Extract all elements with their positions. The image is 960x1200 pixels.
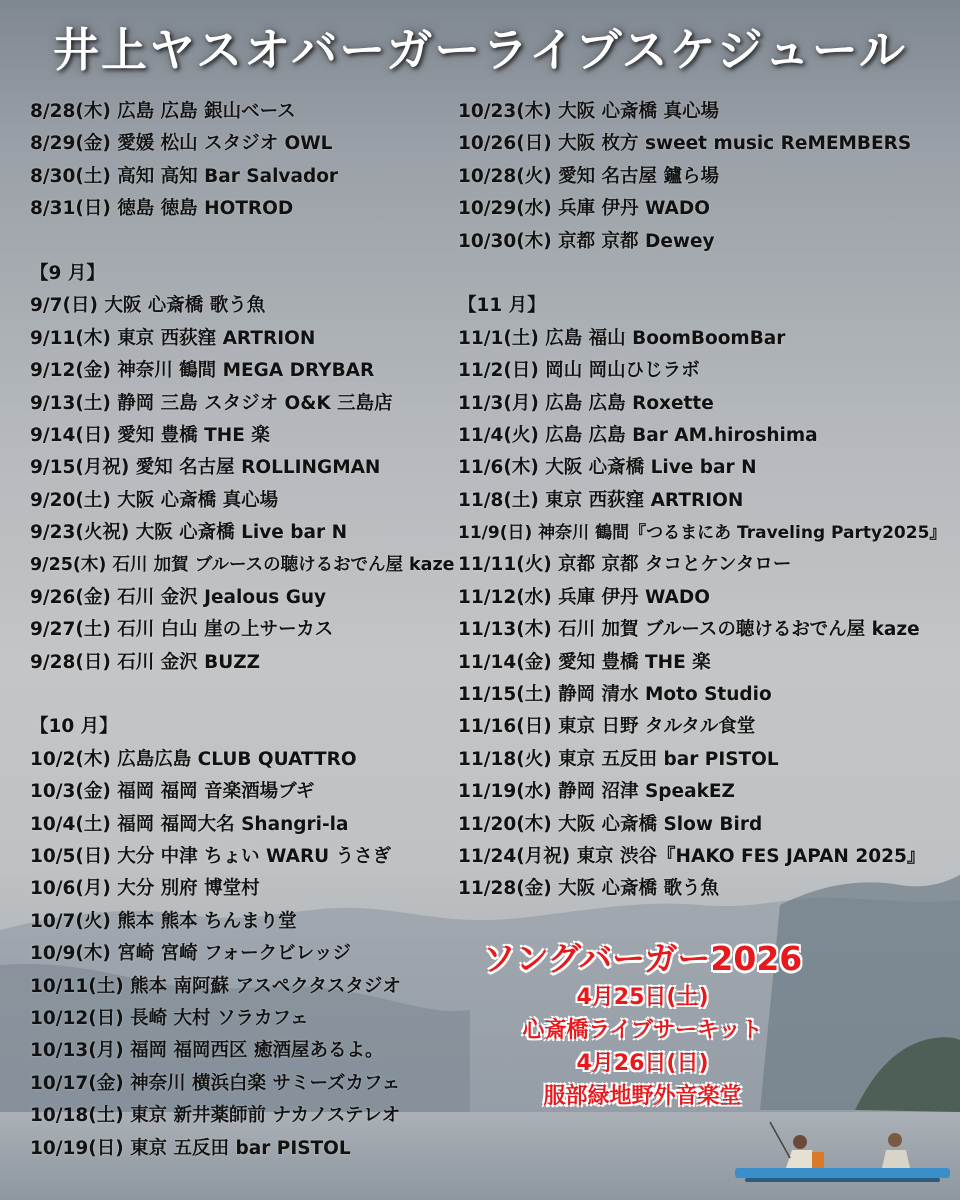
schedule-entry: 8/29(金) 愛媛 松山 スタジオ OWL xyxy=(30,133,333,155)
schedule-entry: 10/2(木) 広島広島 CLUB QUATTRO xyxy=(30,748,357,770)
schedule-entry: 11/20(木) 大阪 心斎橋 Slow Bird xyxy=(458,813,763,835)
schedule-entry: 11/1(土) 広島 福山 BoomBoomBar xyxy=(458,327,786,349)
schedule-entry: 11/28(金) 大阪 心斎橋 歌う魚 xyxy=(458,878,719,900)
month-heading: 【9 月】 xyxy=(30,262,105,284)
schedule-entry: 10/18(土) 東京 新井薬師前 ナカノステレオ xyxy=(30,1105,401,1127)
schedule-entry: 10/23(木) 大阪 心斎橋 真心場 xyxy=(458,101,719,122)
promo-date-2: 4月26日(日) xyxy=(576,1051,709,1076)
schedule-entry: 10/5(日) 大分 中津 ちょい WARU うさぎ xyxy=(30,845,392,867)
schedule-entry: 8/28(木) 広島 広島 銀山ベース xyxy=(30,101,296,122)
schedule-entry: 11/11(火) 京都 京都 タコとケンタロー xyxy=(458,554,792,576)
schedule-entry: 9/13(土) 静岡 三島 スタジオ O&K 三島店 xyxy=(30,392,393,414)
schedule-entry: 10/19(日) 東京 五反田 bar PISTOL xyxy=(30,1137,351,1159)
schedule-entry: 11/13(木) 石川 加賀 ブルースの聴けるおでん屋 kaze xyxy=(458,619,920,641)
schedule-entry: 11/12(水) 兵庫 伊丹 WADO xyxy=(458,586,710,608)
schedule-entry: 10/29(水) 兵庫 伊丹 WADO xyxy=(458,198,710,220)
schedule-entry: 11/15(土) 静岡 清水 Moto Studio xyxy=(458,684,772,706)
schedule-entry: 9/14(日) 愛知 豊橋 THE 楽 xyxy=(30,424,270,446)
schedule-entry: 9/7(日) 大阪 心斎橋 歌う魚 xyxy=(30,295,266,317)
schedule-entry: 10/12(日) 長崎 大村 ソラカフェ xyxy=(30,1007,309,1029)
schedule-entry: 11/19(水) 静岡 沼津 SpeakEZ xyxy=(458,781,735,803)
schedule-entry: 9/25(木) 石川 加賀 ブルースの聴けるおでん屋 kaze xyxy=(30,555,455,576)
schedule-entry: 11/2(日) 岡山 岡山ひじラボ xyxy=(458,360,700,382)
schedule-entry: 11/14(金) 愛知 豊橋 THE 楽 xyxy=(458,651,711,673)
schedule-entry: 10/7(火) 熊本 熊本 ちんまり堂 xyxy=(30,910,297,932)
schedule-entry: 9/23(火祝) 大阪 心斎橋 Live bar N xyxy=(30,522,348,544)
schedule-entry: 9/26(金) 石川 金沢 Jealous Guy xyxy=(30,586,327,608)
schedule-entry: 10/30(木) 京都 京都 Dewey xyxy=(458,230,715,252)
schedule-entry: 10/6(月) 大分 別府 博堂村 xyxy=(30,878,260,900)
promo-title: ソングバーガー2026 xyxy=(482,939,803,978)
schedule-entry: 11/8(土) 東京 西荻窪 ARTRION xyxy=(458,489,744,511)
schedule-entry: 10/4(土) 福岡 福岡大名 Shangri-la xyxy=(30,813,349,835)
schedule-left-column xyxy=(30,96,455,1165)
promo-venue-2: 服部緑地野外音楽堂 xyxy=(543,1084,742,1109)
schedule-entry: 11/18(火) 東京 五反田 bar PISTOL xyxy=(458,748,779,770)
schedule-entry: 11/6(木) 大阪 心斎橋 Live bar N xyxy=(458,457,757,479)
month-heading: 【10 月】 xyxy=(30,716,118,738)
schedule-entry: 9/27(土) 石川 白山 崖の上サーカス xyxy=(30,619,334,641)
schedule-entry: 11/9(日) 神奈川 鶴間『つるまにあ Traveling Party2025』 xyxy=(458,523,947,544)
schedule-entry: 10/3(金) 福岡 福岡 音楽酒場ブギ xyxy=(30,781,315,803)
schedule-entry: 11/16(日) 東京 日野 タルタル食堂 xyxy=(458,716,756,738)
schedule-entry: 9/12(金) 神奈川 鶴間 MEGA DRYBAR xyxy=(30,360,375,382)
schedule-entry: 11/3(月) 広島 広島 Roxette xyxy=(458,392,714,414)
schedule-entry: 9/15(月祝) 愛知 名古屋 ROLLINGMAN xyxy=(30,457,381,479)
schedule-entry: 10/17(金) 神奈川 横浜白楽 サミーズカフェ xyxy=(30,1072,401,1094)
promo-date-1: 4月25日(土) xyxy=(576,985,709,1010)
schedule-entry: 10/9(木) 宮崎 宮崎 フォークビレッジ xyxy=(30,943,351,965)
schedule-right-column xyxy=(458,96,953,906)
schedule-entry: 10/11(土) 熊本 南阿蘇 アスペクタスタジオ xyxy=(30,975,401,997)
schedule-entry: 9/20(土) 大阪 心斎橋 真心場 xyxy=(30,489,279,511)
spacer xyxy=(458,258,953,290)
schedule-entry: 11/4(火) 広島 広島 Bar AM.hiroshima xyxy=(458,424,818,446)
schedule-entry: 10/28(火) 愛知 名古屋 鑪ら場 xyxy=(458,165,719,187)
schedule-entry: 8/30(土) 高知 高知 Bar Salvador xyxy=(30,165,339,187)
schedule-entry: 8/31(日) 徳島 徳島 HOTROD xyxy=(30,198,294,220)
schedule-entry: 10/26(日) 大阪 枚方 sweet music ReMEMBERS xyxy=(458,133,912,155)
promo-venue-1: 心斎橋ライブサーキット xyxy=(522,1018,763,1043)
schedule-entry: 10/13(月) 福岡 福岡西区 癒酒屋あるよ。 xyxy=(30,1040,384,1062)
spacer xyxy=(30,226,455,258)
month-heading: 【11 月】 xyxy=(458,295,546,317)
page-title: 井上ヤスオバーガーライブスケジュール xyxy=(53,23,907,77)
schedule-entry: 9/28(日) 石川 金沢 BUZZ xyxy=(30,651,261,673)
schedule-entry: 9/11(木) 東京 西荻窪 ARTRION xyxy=(30,327,316,349)
schedule-entry: 11/24(月祝) 東京 渋谷『HAKO FES JAPAN 2025』 xyxy=(458,845,926,867)
spacer xyxy=(30,679,455,711)
event-promo xyxy=(475,937,810,1113)
